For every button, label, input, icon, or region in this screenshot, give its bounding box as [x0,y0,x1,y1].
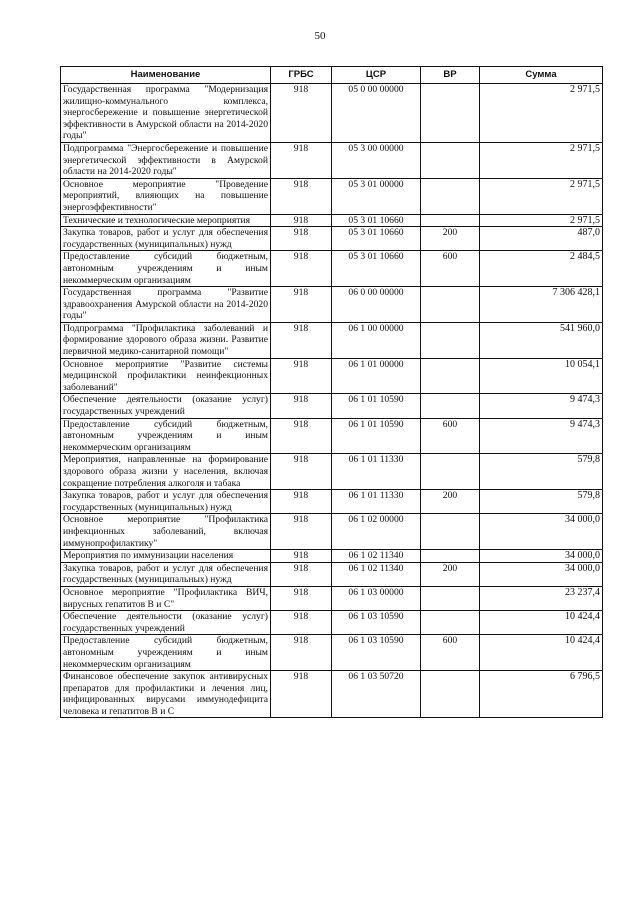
row-grbs: 918 [271,394,332,418]
row-grbs: 918 [271,671,332,718]
row-csr: 05 3 01 10660 [332,227,421,251]
row-name: Основное мероприятие "Профилактика инфекционных заболеваний, включая иммунопрофилактику" [61,514,271,550]
row-sum: 7 306 428,1 [480,287,603,323]
column-header-vr: ВР [421,67,480,84]
table-row [61,550,603,563]
page-number: 50 [314,30,326,42]
row-sum: 541 960,0 [480,322,603,358]
table-row [61,142,603,178]
row-csr: 06 1 03 10590 [332,611,421,635]
row-sum: 2 971,5 [480,84,603,143]
row-grbs: 918 [271,358,332,394]
row-vr: 600 [421,251,480,287]
table-row [61,418,603,454]
row-csr: 06 1 01 11330 [332,454,421,490]
row-name: Закупка товаров, работ и услуг для обеспечения государственных (муниципальных) нужд [61,562,271,586]
row-vr [421,586,480,610]
row-name: Финансовое обеспечение закупок антивирусных препаратов для профилактики и лечения лиц, инфицированных вирусами иммунодефицита человека и гепатитов В и С [61,671,271,718]
row-csr: 06 1 00 00000 [332,322,421,358]
row-grbs: 918 [271,454,332,490]
row-name: Обеспечение деятельности (оказание услуг) государственных учреждений [61,394,271,418]
row-name: Мероприятия по иммунизации населения [61,550,271,563]
table-row [61,562,603,586]
row-csr: 05 0 00 00000 [332,84,421,143]
row-grbs: 918 [271,611,332,635]
table-row [61,454,603,490]
row-grbs: 918 [271,227,332,251]
row-name: Предоставление субсидий бюджетным, автономным учреждениям и иным некоммерческим организациям [61,418,271,454]
table-row [61,178,603,214]
row-csr: 06 1 01 00000 [332,358,421,394]
row-grbs: 918 [271,142,332,178]
row-grbs: 918 [271,287,332,323]
row-name: Предоставление субсидий бюджетным, автономным учреждениям и иным некоммерческим организациям [61,251,271,287]
table-row [61,322,603,358]
row-vr [421,454,480,490]
row-csr: 06 1 01 10590 [332,394,421,418]
row-grbs: 918 [271,586,332,610]
row-grbs: 918 [271,562,332,586]
row-vr [421,550,480,563]
row-name: Закупка товаров, работ и услуг для обеспечения государственных (муниципальных) нужд [61,490,271,514]
row-vr [421,142,480,178]
row-grbs: 918 [271,418,332,454]
row-sum: 9 474,3 [480,394,603,418]
row-vr [421,84,480,143]
row-vr [421,514,480,550]
table-row [61,586,603,610]
row-vr [421,178,480,214]
row-grbs: 918 [271,490,332,514]
table-row [61,251,603,287]
row-csr: 05 3 01 10660 [332,251,421,287]
row-sum: 9 474,3 [480,418,603,454]
row-sum: 10 424,4 [480,611,603,635]
row-sum: 10 424,4 [480,635,603,671]
row-sum: 579,8 [480,490,603,514]
row-name: Технические и технологические мероприятия [61,214,271,227]
row-name: Обеспечение деятельности (оказание услуг) государственных учреждений [61,611,271,635]
row-name: Основное мероприятие "Развитие системы медицинской профилактики неинфекционных заболеваний" [61,358,271,394]
row-vr [421,358,480,394]
table-row [61,490,603,514]
table-header-row [61,67,603,84]
table-row [61,514,603,550]
row-name: Подпрограмма "Профилактика заболеваний и формирование здорового образа жизни. Развитие первичной медико-санитарной помощи" [61,322,271,358]
row-csr: 06 1 01 10590 [332,418,421,454]
row-name: Основное мероприятие "Профилактика ВИЧ, вирусных гепатитов В и С" [61,586,271,610]
row-name: Закупка товаров, работ и услуг для обеспечения государственных (муниципальных) нужд [61,227,271,251]
table-row [61,227,603,251]
row-sum: 487,0 [480,227,603,251]
row-name: Подпрограмма "Энергосбережение и повышение энергетической эффективности в Амурской области на 2014-2020 годы" [61,142,271,178]
row-vr [421,287,480,323]
row-name: Государственная программа "Развитие здравоохранения Амурской области на 2014-2020 годы" [61,287,271,323]
row-grbs: 918 [271,84,332,143]
row-csr: 05 3 01 00000 [332,178,421,214]
column-header-csr: ЦСР [332,67,421,84]
row-csr: 06 1 01 11330 [332,490,421,514]
row-sum: 2 971,5 [480,142,603,178]
budget-table [60,66,603,718]
row-csr: 05 3 00 00000 [332,142,421,178]
table-row [61,214,603,227]
table-row [61,611,603,635]
row-vr [421,394,480,418]
row-sum: 34 000,0 [480,550,603,563]
row-csr: 06 1 03 00000 [332,586,421,610]
row-csr: 06 1 03 10590 [332,635,421,671]
row-vr [421,671,480,718]
column-header-grbs: ГРБС [271,67,332,84]
row-sum: 2 971,5 [480,178,603,214]
row-sum: 34 000,0 [480,514,603,550]
row-sum: 23 237,4 [480,586,603,610]
table-row [61,394,603,418]
row-name: Мероприятия, направленные на формирование здорового образа жизни у населения, включая сокращение потребления алкоголя и табака [61,454,271,490]
table-row [61,671,603,718]
row-name: Основное мероприятие "Проведение мероприятий, влияющих на повышение энергоэффективности" [61,178,271,214]
row-grbs: 918 [271,635,332,671]
table-row [61,635,603,671]
row-vr: 200 [421,490,480,514]
row-vr [421,214,480,227]
row-grbs: 918 [271,214,332,227]
row-name: Предоставление субсидий бюджетным, автономным учреждениям и иным некоммерческим организациям [61,635,271,671]
row-grbs: 918 [271,178,332,214]
row-grbs: 918 [271,514,332,550]
row-vr [421,322,480,358]
row-sum: 34 000,0 [480,562,603,586]
row-sum: 6 796,5 [480,671,603,718]
row-csr: 06 1 02 00000 [332,514,421,550]
row-grbs: 918 [271,251,332,287]
row-vr: 600 [421,418,480,454]
row-csr: 06 1 02 11340 [332,562,421,586]
row-csr: 06 1 03 50720 [332,671,421,718]
column-header-sum: Сумма [480,67,603,84]
column-header-name: Наименование [61,67,271,84]
row-vr: 600 [421,635,480,671]
row-vr [421,611,480,635]
table-row [61,84,603,143]
row-vr: 200 [421,562,480,586]
row-name: Государственная программа "Модернизация жилищно-коммунального комплекса, энергосбережение и повышение энергетической эффективности в Амурской области на 2014-2020 годы" [61,84,271,143]
row-vr: 200 [421,227,480,251]
row-csr: 06 1 02 11340 [332,550,421,563]
row-sum: 10 054,1 [480,358,603,394]
row-grbs: 918 [271,322,332,358]
row-csr: 05 3 01 10660 [332,214,421,227]
row-sum: 2 484,5 [480,251,603,287]
row-sum: 579,8 [480,454,603,490]
row-csr: 06 0 00 00000 [332,287,421,323]
table-row [61,358,603,394]
row-sum: 2 971,5 [480,214,603,227]
table-row [61,287,603,323]
row-grbs: 918 [271,550,332,563]
